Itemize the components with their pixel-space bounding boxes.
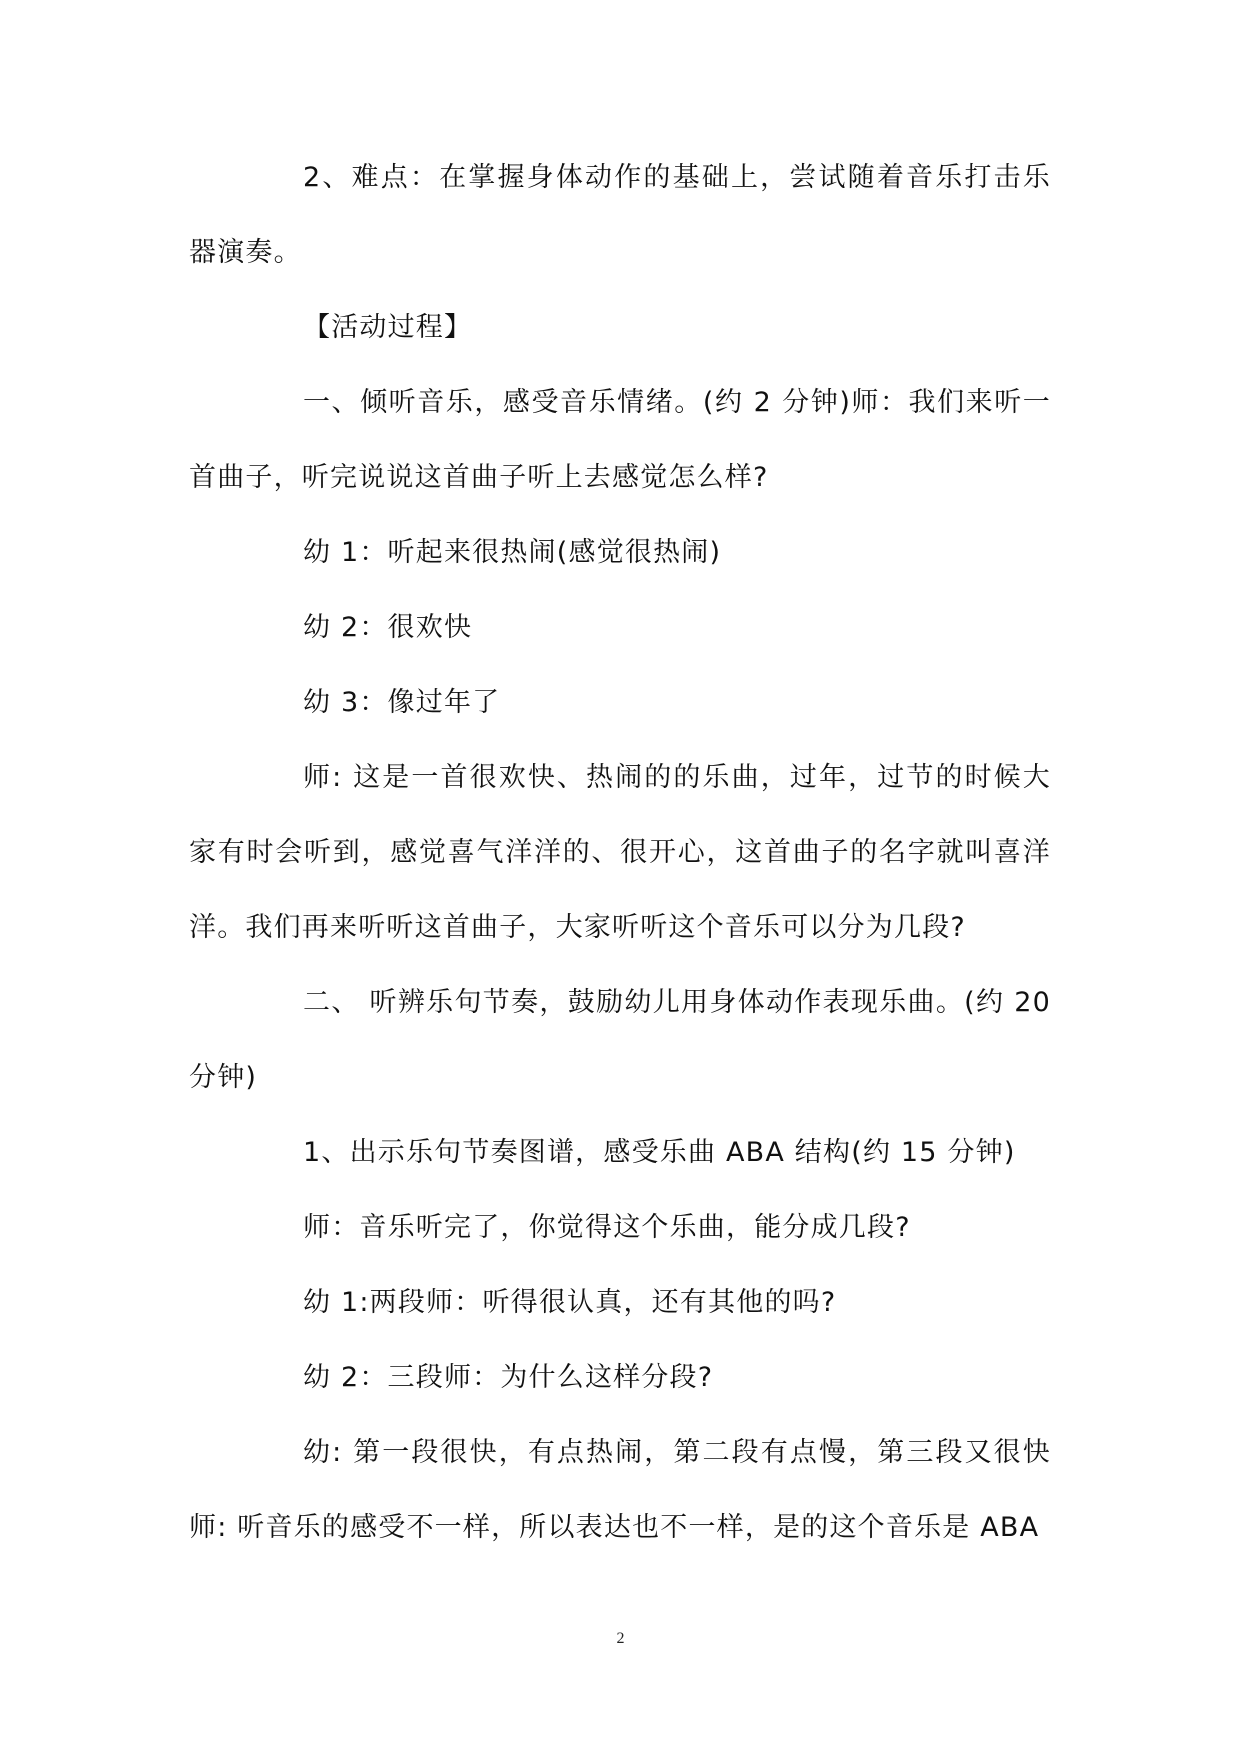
paragraph-child-2-answer: 幼 2：很欢快 bbox=[303, 612, 473, 643]
paragraph-teacher-question: 师：音乐听完了，你觉得这个乐曲，能分成几段? bbox=[303, 1212, 911, 1243]
document-body bbox=[189, 140, 1051, 1565]
paragraph-step-one: 一、倾听音乐，感受音乐情绪。(约 2 分钟)师：我们来听一首曲子，听完说说这首曲子听上去感觉怎么样? bbox=[189, 387, 1051, 493]
paragraph-teacher-summary: 师: 这是一首很欢快、热闹的的乐曲，过年，过节的时候大家有时会听到，感觉喜气洋洋的、很开心，这首曲子的名字就叫喜洋洋。我们再来听听这首曲子，大家听听这个音乐可以分为几段? bbox=[189, 762, 1051, 943]
paragraph-difficulty: 2、难点：在掌握身体动作的基础上，尝试随着音乐打击乐器演奏。 bbox=[189, 162, 1051, 268]
paragraph-step-two: 二、 听辨乐句节奏，鼓励幼儿用身体动作表现乐曲。(约 20 分钟) bbox=[189, 987, 1051, 1093]
paragraph-child-1-two-sections: 幼 1:两段师：听得很认真，还有其他的吗? bbox=[303, 1287, 837, 1318]
paragraph-child-2-three-sections: 幼 2：三段师：为什么这样分段? bbox=[303, 1362, 714, 1393]
section-heading-activity-process: 【活动过程】 bbox=[303, 312, 473, 343]
paragraph-child-explanation: 幼: 第一段很快，有点热闹，第二段有点慢，第三段又很快师: 听音乐的感受不一样，所以表达也不一样，是的这个音乐是 ABA bbox=[189, 1437, 1051, 1543]
paragraph-substep-one: 1、出示乐句节奏图谱，感受乐曲 ABA 结构(约 15 分钟) bbox=[303, 1137, 1016, 1168]
page-number: 2 bbox=[616, 1630, 625, 1647]
paragraph-child-1-answer: 幼 1：听起来很热闹(感觉很热闹) bbox=[303, 537, 722, 568]
paragraph-child-3-answer: 幼 3：像过年了 bbox=[303, 687, 501, 718]
